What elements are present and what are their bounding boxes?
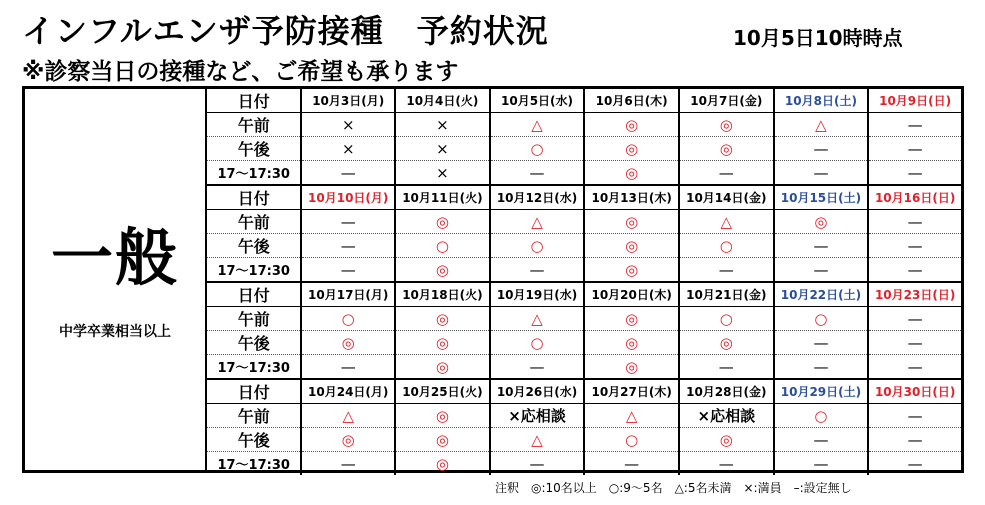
week-2-am-row	[207, 210, 961, 234]
date-cell: 10月28日(金)	[679, 379, 774, 404]
slot-cell-pm: —	[774, 428, 869, 452]
slot-cell-evening: —	[774, 161, 869, 186]
date-cell: 10月8日(土)	[774, 89, 869, 113]
slot-cell-am: △	[490, 113, 585, 137]
slot-cell-am: ◎	[584, 307, 679, 331]
slot-cell-am: ◎	[395, 210, 490, 234]
slot-cell-evening: —	[301, 258, 395, 283]
am-row-label: 午前	[207, 404, 301, 428]
slot-cell-evening: —	[868, 258, 961, 283]
slot-cell-pm: ◎	[301, 428, 395, 452]
date-row-label: 日付	[207, 282, 301, 307]
slot-cell-am: —	[868, 404, 961, 428]
slot-cell-evening: —	[679, 161, 774, 186]
date-cell: 10月10日(月)	[301, 185, 395, 210]
legend-note: 注釈 ◎:10名以上 ○:9～5名 △:5名未満 ×:満員 –:設定無し	[495, 481, 852, 495]
status-timestamp: 10月5日10時時点	[733, 26, 903, 50]
slot-cell-pm: △	[490, 428, 585, 452]
category-note: 中学卒業相当以上	[59, 324, 171, 340]
slot-cell-evening: —	[868, 161, 961, 186]
date-cell: 10月11日(火)	[395, 185, 490, 210]
slot-cell-pm: —	[868, 234, 961, 258]
date-cell: 10月15日(土)	[774, 185, 869, 210]
date-cell: 10月21日(金)	[679, 282, 774, 307]
slot-cell-evening: —	[301, 355, 395, 380]
slot-cell-evening: ◎	[584, 161, 679, 186]
date-cell: 10月26日(水)	[490, 379, 585, 404]
date-cell: 10月5日(水)	[490, 89, 585, 113]
slot-cell-am: —	[301, 210, 395, 234]
slot-cell-am: △	[679, 210, 774, 234]
date-cell: 10月12日(水)	[490, 185, 585, 210]
slot-cell-evening: —	[490, 258, 585, 283]
week-2-pm-row	[207, 234, 961, 258]
am-row-label: 午前	[207, 113, 301, 137]
slot-cell-pm: ○	[490, 331, 585, 355]
category-label: 一般	[50, 221, 179, 294]
date-cell: 10月27日(木)	[584, 379, 679, 404]
slot-cell-pm: ◎	[584, 331, 679, 355]
slot-cell-pm: ◎	[395, 428, 490, 452]
pm-row-label: 午後	[207, 428, 301, 452]
slot-cell-am: ×	[301, 113, 395, 137]
slot-cell-pm: ◎	[679, 331, 774, 355]
slot-cell-pm: ○	[584, 428, 679, 452]
slot-cell-am: ◎	[395, 307, 490, 331]
evening-row-label: 17～17:30	[207, 258, 301, 283]
date-cell: 10月18日(火)	[395, 282, 490, 307]
date-cell: 10月23日(日)	[868, 282, 961, 307]
slot-cell-am: △	[584, 404, 679, 428]
date-cell: 10月9日(日)	[868, 89, 961, 113]
slot-cell-evening: ◎	[395, 355, 490, 380]
evening-row-label: 17～17:30	[207, 452, 301, 476]
slot-cell-am: ○	[301, 307, 395, 331]
slot-cell-pm: ×	[395, 137, 490, 161]
slot-cell-pm: ◎	[584, 137, 679, 161]
slot-cell-am: ×応相談	[490, 404, 585, 428]
week-3-am-row	[207, 307, 961, 331]
slot-cell-evening: —	[907, 454, 923, 473]
slot-cell-am: △	[490, 307, 585, 331]
slot-cell-pm: —	[868, 428, 961, 452]
slot-cell-evening: —	[774, 258, 869, 283]
slot-cell-am: ○	[774, 307, 869, 331]
slot-cell-pm: ○	[395, 234, 490, 258]
slot-cell-evening: ◎	[584, 355, 679, 380]
date-cell: 10月20日(木)	[584, 282, 679, 307]
slot-cell-pm: ○	[490, 234, 585, 258]
slot-cell-pm: ◎	[679, 428, 774, 452]
slot-cell-pm: —	[774, 331, 869, 355]
date-row-label: 日付	[207, 379, 301, 404]
slot-cell-pm: —	[868, 137, 961, 161]
week-3-date-row	[207, 282, 961, 307]
am-row-label: 午前	[207, 210, 301, 234]
date-cell: 10月13日(木)	[584, 185, 679, 210]
date-row-label: 日付	[207, 89, 301, 113]
date-cell: 10月14日(金)	[679, 185, 774, 210]
date-cell: 10月7日(金)	[679, 89, 774, 113]
date-row-label: 日付	[207, 185, 301, 210]
slot-cell-am: ◎	[774, 210, 869, 234]
week-2-date-row	[207, 185, 961, 210]
slot-cell-evening: —	[490, 355, 585, 380]
week-3-pm-row	[207, 331, 961, 355]
date-cell: 10月30日(日)	[868, 379, 961, 404]
slot-cell-evening: —	[679, 258, 774, 283]
slot-cell-evening: ◎	[395, 452, 490, 476]
slot-cell-am: △	[301, 404, 395, 428]
slot-cell-pm: —	[868, 331, 961, 355]
date-cell: 10月24日(月)	[301, 379, 395, 404]
evening-row-label: 17～17:30	[207, 161, 301, 186]
date-cell: 10月3日(月)	[301, 89, 395, 113]
page-title: インフルエンザ予防接種 予約状況	[22, 12, 549, 50]
slot-cell-pm: ◎	[301, 331, 395, 355]
date-cell: 10月4日(火)	[395, 89, 490, 113]
slot-cell-evening: —	[490, 161, 585, 186]
week-1-evening-row	[207, 161, 961, 186]
schedule-grid	[207, 89, 961, 475]
slot-cell-evening: —	[774, 452, 869, 476]
slot-cell-am: ◎	[584, 113, 679, 137]
date-cell: 10月16日(日)	[868, 185, 961, 210]
slot-cell-evening: ◎	[584, 258, 679, 283]
page-subtitle: ※診察当日の接種など、ご希望も承ります	[22, 59, 459, 85]
slot-cell-evening: —	[301, 161, 395, 186]
am-row-label: 午前	[207, 307, 301, 331]
slot-cell-evening: —	[679, 452, 774, 476]
week-3-evening-row	[207, 355, 961, 380]
week-2-evening-row	[207, 258, 961, 283]
week-4-pm-row	[207, 428, 961, 452]
category-cell	[25, 89, 207, 470]
pm-row-label: 午後	[207, 234, 301, 258]
slot-cell-pm: —	[774, 137, 869, 161]
slot-cell-am: △	[490, 210, 585, 234]
slot-cell-am: —	[868, 210, 961, 234]
slot-cell-am: ◎	[395, 404, 490, 428]
slot-cell-am: —	[868, 307, 961, 331]
slot-cell-pm: ◎	[584, 234, 679, 258]
week-1-date-row	[207, 89, 961, 113]
pm-row-label: 午後	[207, 331, 301, 355]
slot-cell-evening: ×	[395, 161, 490, 186]
date-cell: 10月25日(火)	[395, 379, 490, 404]
slot-cell-pm: ◎	[395, 331, 490, 355]
date-cell: 10月22日(土)	[774, 282, 869, 307]
slot-cell-pm: ○	[490, 137, 585, 161]
week-4-date-row	[207, 379, 961, 404]
slot-cell-pm: ○	[679, 234, 774, 258]
date-cell: 10月6日(木)	[584, 89, 679, 113]
slot-cell-am: ◎	[679, 113, 774, 137]
slot-cell-am: △	[774, 113, 869, 137]
slot-cell-evening: —	[301, 452, 395, 476]
slot-cell-am: ○	[679, 307, 774, 331]
slot-cell-evening: ◎	[395, 258, 490, 283]
slot-cell-pm: —	[774, 234, 869, 258]
week-1-pm-row	[207, 137, 961, 161]
slot-cell-evening: —	[584, 452, 679, 476]
week-4-evening-row	[207, 452, 961, 476]
pm-row-label: 午後	[207, 137, 301, 161]
slot-cell-pm: —	[301, 234, 395, 258]
slot-cell-am: ×	[395, 113, 490, 137]
week-1-am-row	[207, 113, 961, 137]
evening-row-label: 17～17:30	[207, 355, 301, 380]
slot-cell-am: ○	[774, 404, 869, 428]
slot-cell-am: —	[868, 113, 961, 137]
slot-cell-evening: —	[490, 452, 585, 476]
date-cell: 10月29日(土)	[774, 379, 869, 404]
date-cell: 10月17日(月)	[301, 282, 395, 307]
week-4-am-row	[207, 404, 961, 428]
slot-cell-am: ×応相談	[679, 404, 774, 428]
date-cell: 10月19日(水)	[490, 282, 585, 307]
slot-cell-evening: —	[868, 355, 961, 380]
slot-cell-evening: —	[774, 355, 869, 380]
slot-cell-evening: —	[679, 355, 774, 380]
slot-cell-am: ◎	[584, 210, 679, 234]
schedule-table-frame	[22, 86, 964, 473]
slot-cell-pm: ×	[301, 137, 395, 161]
slot-cell-pm: ◎	[679, 137, 774, 161]
